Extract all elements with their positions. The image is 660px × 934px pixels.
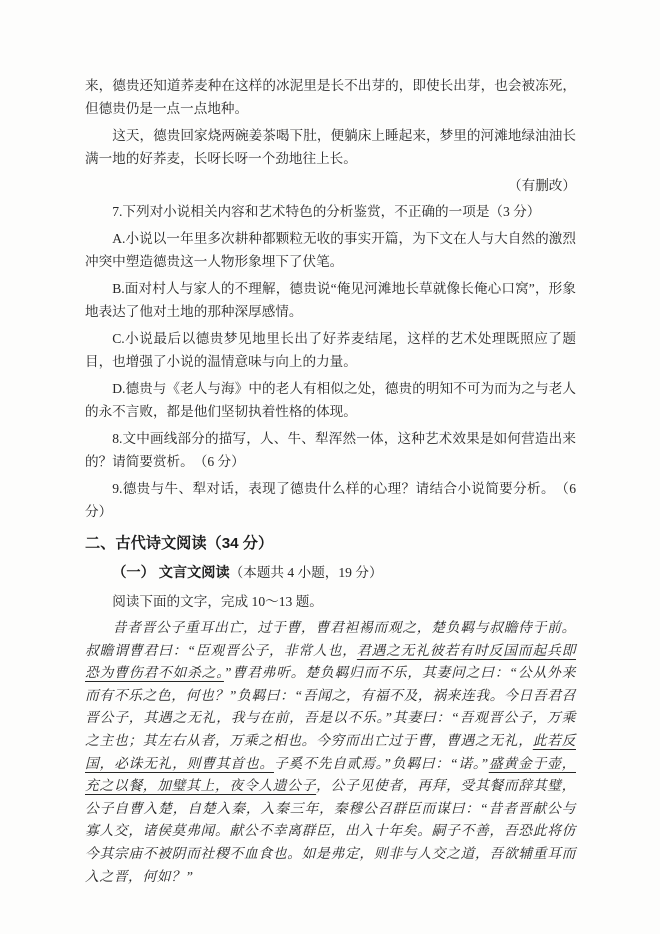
passage-underlined-segment-punctuation: 君遇之无礼彼若有时反国而起兵即恐为曹伤君不如杀之。: [85, 642, 577, 681]
reading-instruction: 阅读下面的文字，完成 10～13 题。: [112, 594, 323, 609]
subsection-heading-classical-reading: [85, 561, 576, 585]
passage-segment: ”曹君弗听。楚负羁归而不乐，其妻问之曰：“公从外来而有不乐之色，何也？”负羁曰：“吾闻之，有福不及，祸来连我。今日吾君召晋公子，其遇之无礼，我与在前，吾是以不乐。”其妻曰：“吾观晋公子，万乘之主也；其左右从者，万乘之相也。今穷而出亡过于曹，曹遇之无礼，: [85, 665, 576, 748]
question-7-option-b: B.面对村人与家人的不理解，德贵说“俺见河滩地长草就像长俺心口窝”，形象地表达了他对土地的那种深厚感情。: [85, 281, 576, 319]
novel-paragraph-continued: 来，德贵还知道荞麦种在这样的冰泥里是长不出芽的，即使长出芽，也会被冻死，但德贵仍是一点一点地种。: [85, 78, 576, 116]
passage-underlined-segment-translation-1: 此若反国，必诛无礼，则曹其首也。: [85, 732, 576, 771]
question-7: 7.下列对小说相关内容和艺术特色的分析鉴赏，不正确的一项是（3 分）: [112, 204, 541, 219]
passage-segment: ，公子见使者，再拜，受其餐而辞其璧，公子自曹入楚，自楚入秦，入秦三年，秦穆公召群臣而谋曰：“昔者晋献公与寡人交，诸侯莫弗闻。献公不幸离群臣，出入十年矣。嗣子不善，吾恐此将仿今其宗庙不被阴而社稷不血食也。如是弗定，则非与人交之道，吾欲辅重耳而入之晋，何如？”: [85, 778, 576, 884]
classical-passage: [85, 617, 576, 888]
question-7-option-a: A.小说以一年里多次耕种都颗粒无收的事实开篇，为下文在人与大自然的激烈冲突中塑造德贵这一人物形象埋下了伏笔。: [85, 231, 576, 269]
question-7-option-c: C.小说最后以德贵梦见地里长出了好荞麦结尾，这样的艺术处理既照应了题目，也增强了小说的温情意味与向上的力量。: [85, 331, 576, 369]
attribution-note: （有删改）: [508, 178, 576, 193]
passage-segment: 昔者晋公子重耳出亡，过于曹，曹君袒裼而观之，楚负羁与叔瞻侍于前。叔瞻谓曹君曰：“臣观晋公子，非常人也，: [85, 620, 576, 658]
subsection-title: （一） 文言文阅读: [112, 565, 230, 581]
passage-segment: 子奚不先自贰焉。”负羁曰：“诺。”: [273, 755, 489, 771]
question-8: 8.文中画线部分的描写，人、牛、犁浑然一体，这种艺术效果是如何营造出来的？请简要赏析。 （6 分）: [85, 431, 576, 469]
question-7-option-d: D.德贵与《老人与海》中的老人有相似之处，德贵的明知不可为而为之与老人的永不言败，都是他们坚韧执着性格的体现。: [85, 381, 576, 419]
novel-paragraph: 这天，德贵回家烧两碗姜茶喝下肚，便躺床上睡起来，梦里的河滩地绿油油长满一地的好荞麦，长呀长呀一个劲地往上长。: [85, 128, 576, 166]
passage-underlined-segment-translation-2: 盛黄金于壶，充之以餐，加璧其上，夜令人遗公子: [85, 755, 576, 794]
subsection-meta: （本题共 4 小题，19 分）: [229, 565, 383, 580]
question-9: 9.德贵与牛、犁对话，表现了德贵什么样的心理？请结合小说简要分析。 （6分）: [85, 481, 576, 519]
section-heading-ancient-poetry-reading: 二、古代诗文阅读（34 分）: [85, 535, 274, 552]
